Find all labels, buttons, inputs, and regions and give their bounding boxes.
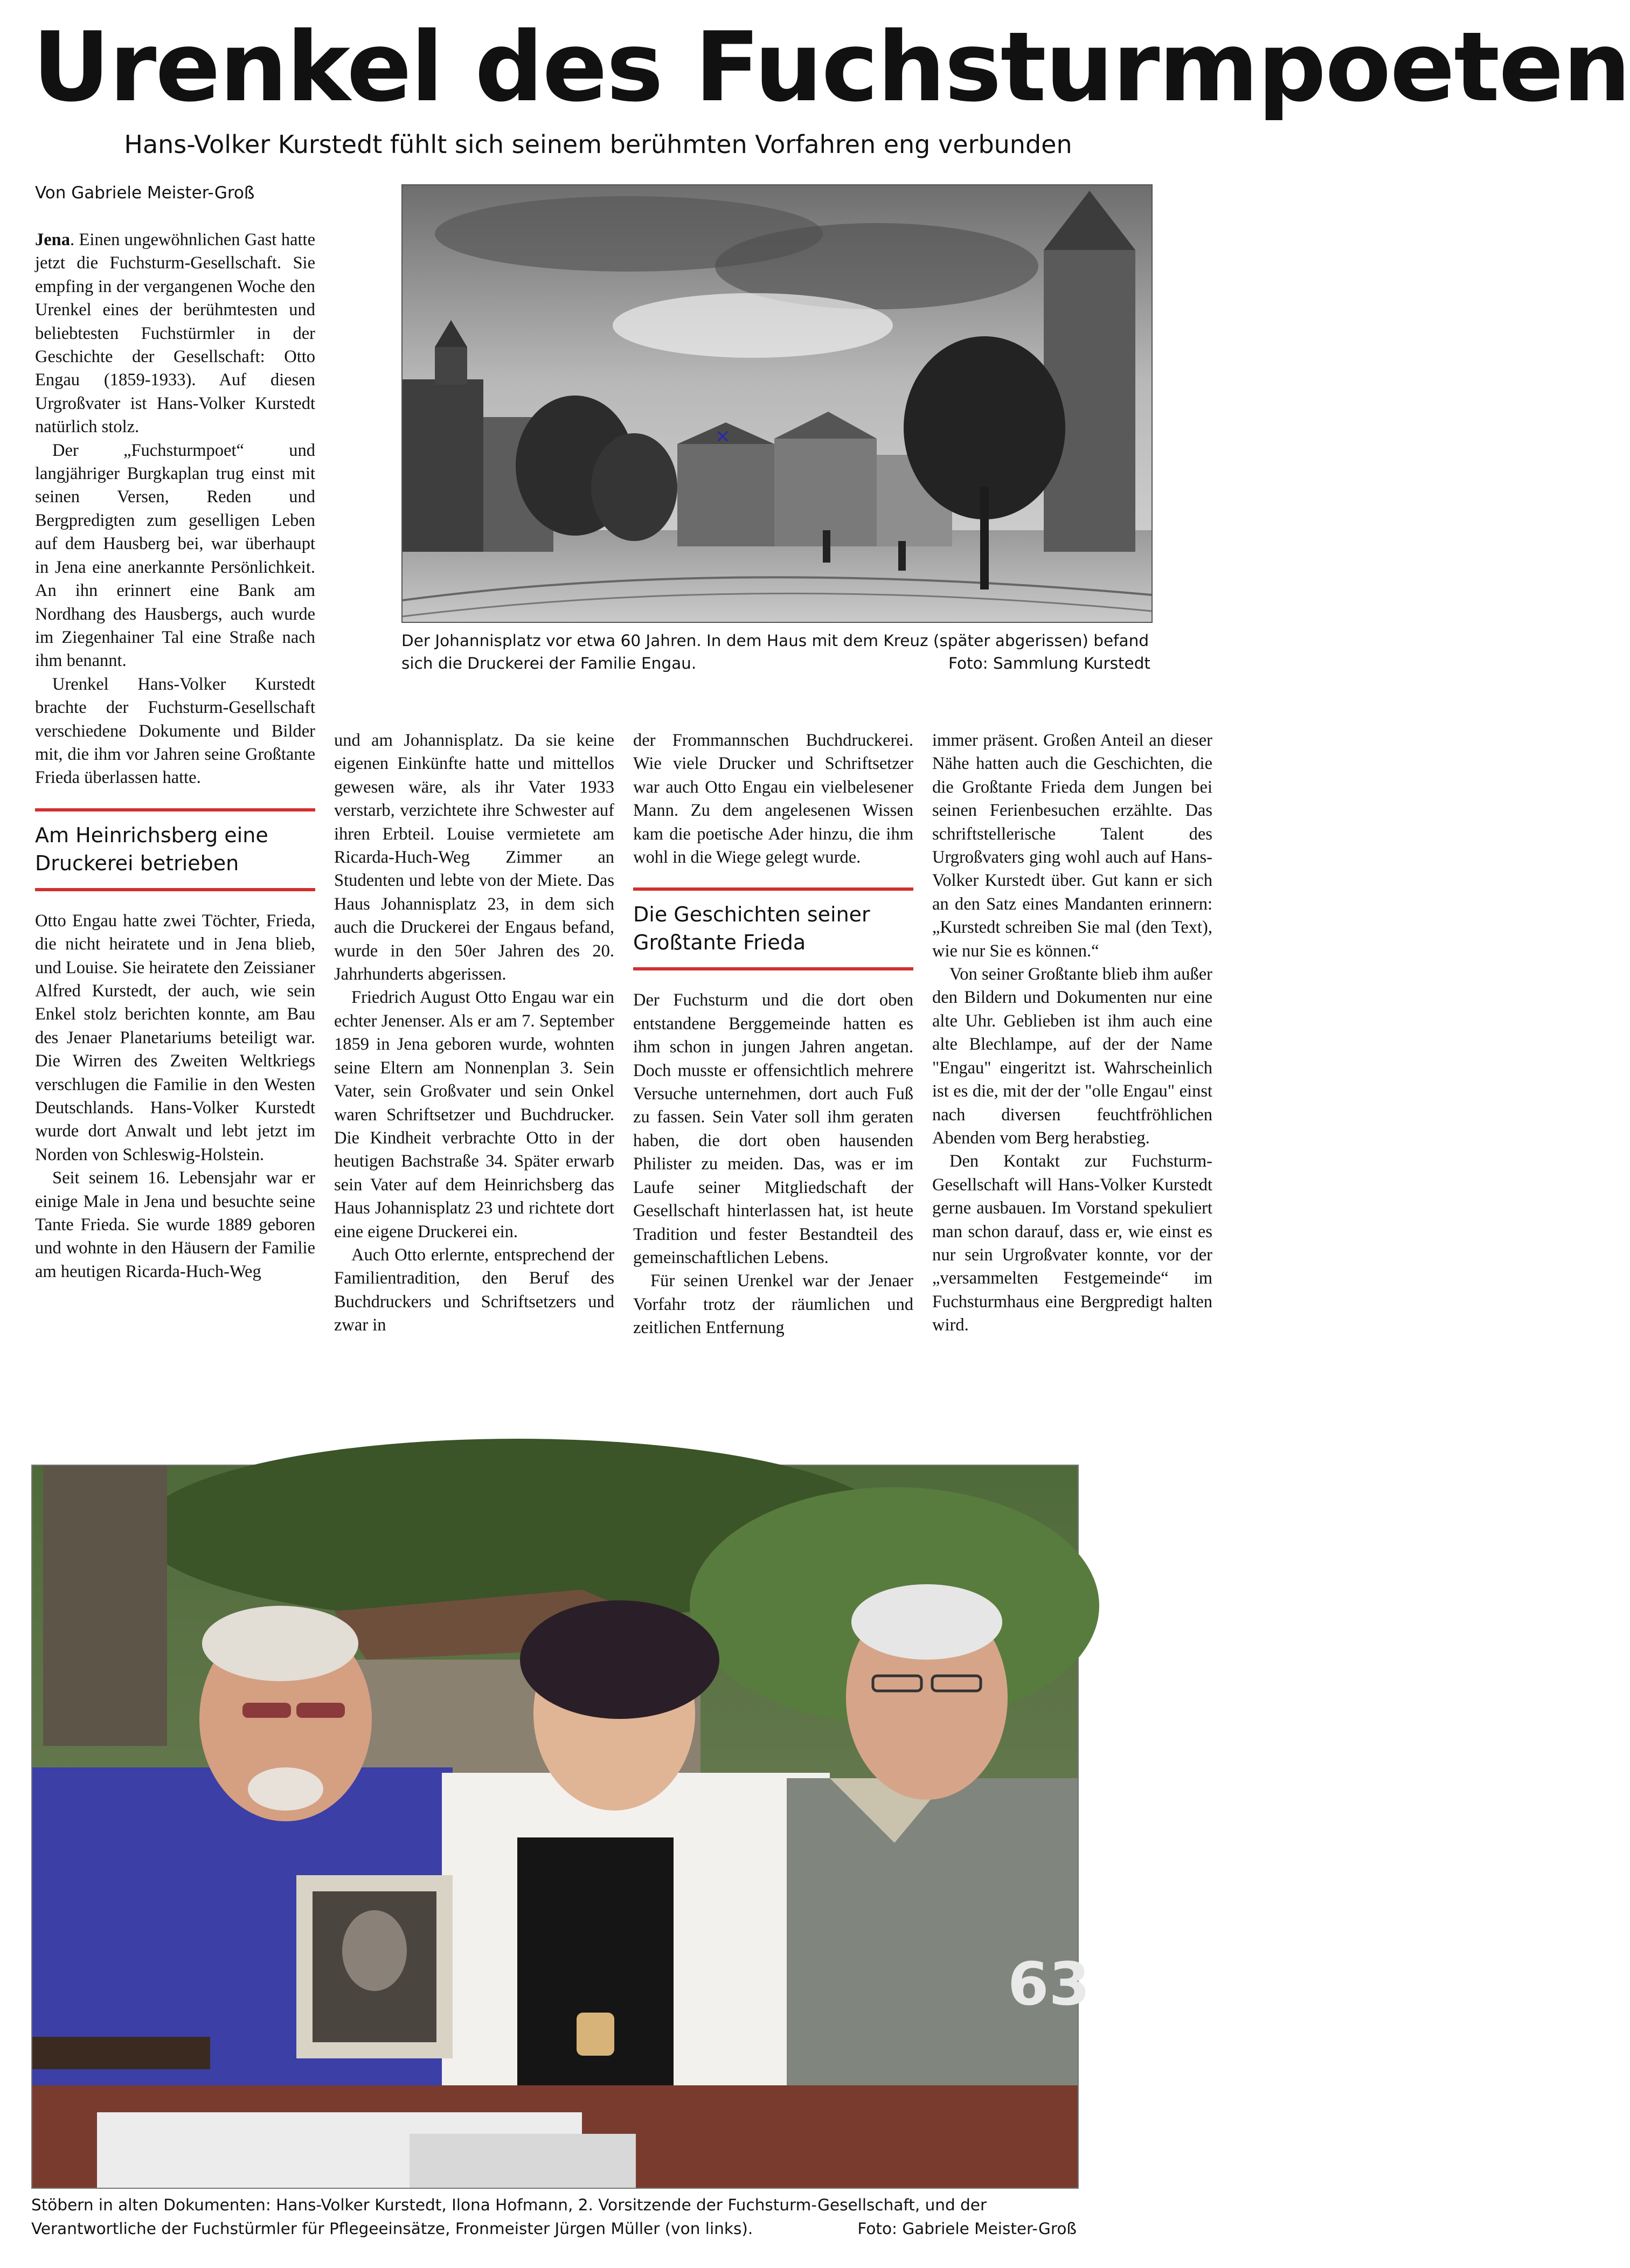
section-heading-frieda: Die Geschichten seiner Großtante Frieda (633, 887, 913, 970)
photo-group-caption-text: Stöbern in alten Dokumenten: Hans-Volker Kurstedt, Ilona Hofmann, 2. Vorsitzende der Fuchsturm-Gesellschaft, und der Verantwortliche der Fuchstürmler für Pflegeeinsätze, Fronmeister Jürgen Müller (von links). (31, 2196, 987, 2238)
dateline: Jena (35, 230, 70, 249)
paragraph: immer präsent. Großen Anteil an dieser Nähe hatten auch die Geschichten, die die Großtante Frieda dem Jungen bei seinen Ferienbesuchen erzählte. Das schriftstellerische Talent des Urgroßvaters ging wohl auch auf Hans-Volker Kurstedt über. Gut kann er sich an den Satz eines Mandanten erinnern: „Kurstedt schreiben Sie mal (den Text), wie nur Sie es können.“ (932, 731, 1212, 961)
photo-johannisplatz-credit: Foto: Sammlung Kurstedt (948, 654, 1150, 672)
paragraph: der Frommannschen Buchdruckerei. Wie viele Drucker und Schriftsetzer war auch Otto Engau ein vielbelesener Mann. Zu dem angelesenen Wissen kam die poetische Ader hinzu, die ihm wohl in die Wiege gelegt wurde. (633, 731, 913, 868)
paragraph: Otto Engau hatte zwei Töchter, Frieda, die nicht heiratete und in Jena blieb, und Louise. Sie heiratete den Zeissianer Alfred Kurstedt, der auch, wie sein Enkel stolz berichten konnte, am Bau des Jenaer Planetariums beteiligt war. Die Wirren des Zweiten Weltkriegs verschlugen die Familie in den Westen Deutschlands. Hans-Volker Kurstedt wurde dort Anwalt und lebt jetzt im Norden von Schleswig-Holstein. (35, 911, 315, 1164)
paragraph-intro (35, 228, 315, 439)
section-heading-druckerei: Am Heinrichsberg eine Druckerei betrieben (35, 808, 315, 891)
headline: Urenkel des Fuchsturmpoeten (32, 11, 1630, 123)
photo-group-image (32, 1466, 1091, 2188)
svg-text:✕: ✕ (715, 426, 731, 448)
paragraph: Für seinen Urenkel war der Jenaer Vorfahr trotz der räumlichen und zeitlichen Entfernung (633, 1271, 913, 1338)
paragraph: und am Johannisplatz. Da sie keine eigenen Einkünfte hatte und mittellos gewesen wäre, als ihr Vater 1933 verstarb, verzichtete ihre Schwester auf ihren Erbteil. Louise vermietete am Ricarda-Huch-Weg Zimmer an Studenten und lebte von der Miete. Das Haus Johannisplatz 23, in dem sich auch die Druckerei der Engaus befand, wurde in den 50er Jahren des 20. Jahrhunderts abgerissen. (334, 731, 614, 984)
paragraph: Friedrich August Otto Engau war ein echter Jenenser. Als er am 7. September 1859 in Jena geboren wurde, wohnten seine Eltern am Nonnenplan 3. Sein Vater, sein Großvater und sein Onkel waren Schriftsetzer und Buchdrucker. Die Kindheit verbrachte Otto in der heutigen Bachstraße 34. Später erwarb sein Vater auf dem Heinrichsberg das Haus Johannisplatz 23 und richtete dort eine eigene Druckerei ein. (334, 988, 614, 1241)
subheadline: Hans-Volker Kurstedt fühlt sich seinem berühmten Vorfahren eng verbunden (124, 130, 1072, 159)
photo-johannisplatz (401, 184, 1153, 623)
paragraph: Von seiner Großtante blieb ihm außer den Bildern und Dokumenten nur eine alte Uhr. Geblieben ist ihm auch eine alte Blechlampe, auf der der Name "Engau" eingeritzt ist. Wahrscheinlich ist es die, mit der der "olle Engau" einst nach diversen feuchtfröhlichen Abenden vom Berg herabstieg. (932, 965, 1212, 1148)
photo-group (31, 1465, 1091, 2189)
photo-johannisplatz-caption-text: Der Johannisplatz vor etwa 60 Jahren. In dem Haus mit dem Kreuz (später abgerissen) befand sich die Druckerei der Familie Engau. (401, 632, 1149, 672)
photo-group-credit: Foto: Gabriele Meister-Groß (857, 2220, 1077, 2238)
paragraph: Urenkel Hans-Volker Kurstedt brachte der Fuchsturm-Gesellschaft verschiedene Dokumente und Bilder mit, die ihm vor Jahren seine Großtante Frieda überlassen hatte. (35, 674, 315, 788)
photo-johannisplatz-caption (401, 629, 1150, 675)
column-2 (334, 729, 614, 1337)
paragraph-intro-text: . Einen ungewöhnlichen Gast hatte jetzt die Fuchsturm-Gesellschaft. Sie empfing in der vergangenen Woche den Urenkel eines der berühmtesten und beliebtesten Fuchstürmler in der Geschichte der Gesellschaft: Otto Engau (1859-1933). Auf diesen Urgroßvater ist Hans-Volker Kurstedt natürlich stolz. (35, 230, 315, 437)
column-3 (633, 729, 913, 1340)
paragraph: Auch Otto erlernte, entsprechend der Familientradition, den Beruf des Buchdruckers und Schriftsetzers und zwar in (334, 1245, 614, 1335)
paragraph: Seit seinem 16. Lebensjahr war er einige Male in Jena und besuchte seine Tante Frieda. Sie wurde 1889 geboren und wohnte in den Häusern der Familie am heutigen Ricarda-Huch-Weg (35, 1168, 315, 1281)
paragraph: Den Kontakt zur Fuchsturm-Gesellschaft will Hans-Volker Kurstedt gerne ausbauen. Im Vorstand spekuliert man schon darauf, dass er, wie einst es nur sein Urgroßvater konnte, vor der „versammelten Festgemeinde“ im Fuchsturmhaus eine Bergpredigt halten wird. (932, 1152, 1212, 1335)
photo-johannisplatz-image (403, 185, 1152, 622)
column-4 (932, 729, 1212, 1337)
byline: Von Gabriele Meister-Groß (35, 183, 255, 203)
paragraph: Der „Fuchsturmpoet“ und langjähriger Burgkaplan trug einst mit seinen Versen, Reden und Bergpredigten zum geselligen Leben auf dem Hausberg bei, war überhaupt in Jena eine anerkannte Persönlichkeit. An ihn erinnert eine Bank am Nordhang des Hausbergs, auch wurde im Ziegenhainer Tal eine Straße nach ihm benannt. (35, 440, 315, 671)
paragraph: Der Fuchsturm und die dort oben entstandene Berggemeinde hatten es ihm schon in jungen Jahren angetan. Doch musste er offensichtlich mehrere Versuche unternehmen, dort auch Fuß zu fassen. Sein Vater soll ihm geraten haben, die dort oben hausenden Philister zu meiden. Das, was er im Laufe seiner Mitgliedschaft der Gesellschaft hinterlassen hat, ist heute Tradition und fester Bestandteil des gemeinschaftlichen Lebens. (633, 990, 913, 1267)
shirt-number: 63 (1008, 1950, 1091, 2019)
column-1 (35, 228, 315, 1284)
photo-group-caption (31, 2193, 1077, 2241)
